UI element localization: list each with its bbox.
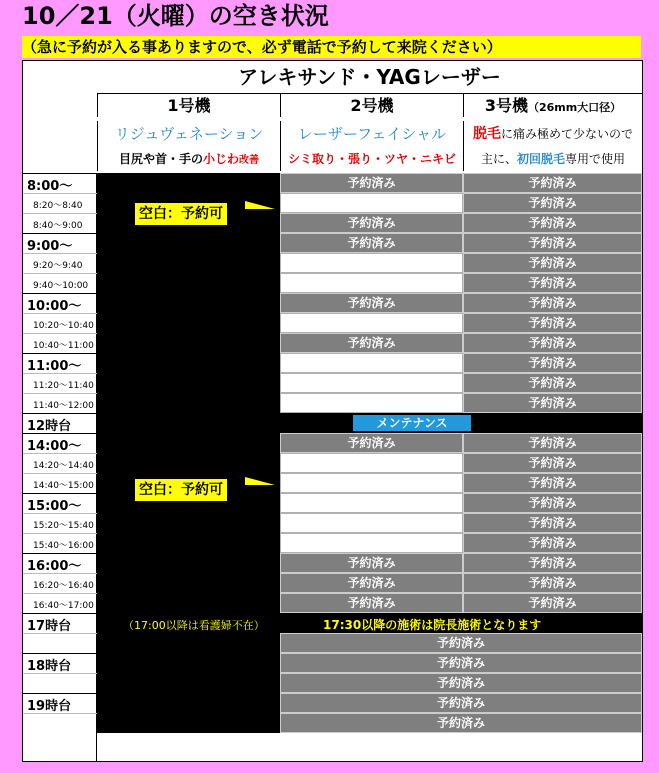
booked-slot: 予約済み [463,313,642,333]
time-row-line [23,233,97,234]
hair-removal-label: 脱毛 [472,126,501,142]
time-row-line [23,213,97,214]
booked-slot: 予約済み [280,653,642,673]
booked-slot: 予約済み [280,693,642,713]
time-row-line [23,473,97,474]
call-notice: （急に予約が入る事ありますので、必ず電話で予約して来院ください） [22,36,641,58]
booked-slot: 予約済み [280,333,463,353]
time-row-line [23,693,97,694]
booked-slot: 予約済み [463,193,642,213]
time-row-line [23,453,97,454]
booked-slot: 予約済み [463,253,642,273]
machine-1-closed-eve [97,633,280,653]
time-label: 10:00～ [27,299,82,314]
booked-slot: 予約済み [463,213,642,233]
time-row-line [23,593,97,594]
nurse-note: （17:00以降は看護婦不在） [123,619,265,632]
time-label: 16:40～17:00 [33,601,94,611]
machine-1-closed-eve [97,673,280,693]
maintenance-badge: メンテナンス [353,415,471,431]
booked-slot: 予約済み [280,673,642,693]
time-label: 16:00～ [27,559,82,574]
laser-name: アレキサンド・YAGレーザー [238,65,501,89]
callout-pointer [245,477,275,485]
time-row-line [23,533,97,534]
open-slot [280,453,463,473]
booked-slot: 予約済み [463,173,642,193]
time-label: 14:40～15:00 [33,481,94,491]
machine-1-closed-eve [97,693,280,713]
time-row-line [23,393,97,394]
time-label: 15:40～16:00 [33,541,94,551]
machine-1-closed-eve [97,653,280,673]
time-label: 9:20～9:40 [33,261,83,271]
time-row-line [23,293,97,294]
open-slot [280,513,463,533]
machine-3-note: （26mm大口径） [527,101,622,114]
open-slot [280,313,463,333]
booked-slot: 予約済み [463,373,642,393]
time-row-line [23,313,97,314]
time-label: 12時台 [27,419,72,434]
time-row-line [23,493,97,494]
machine-1-desc-b: 小じわ [203,152,240,166]
time-label: 16:20～16:40 [33,581,94,591]
time-label: 17時台 [27,619,72,634]
booked-slot: 予約済み [463,593,642,613]
time-label: 15:20～15:40 [33,521,94,531]
time-row-line [23,713,97,714]
schedule-sheet [22,60,643,762]
available-callout: 空白：予約可 [135,203,227,225]
machine-1-closed-eve [97,713,280,733]
time-label: 8:40～9:00 [33,221,83,231]
open-slot [280,273,463,293]
booked-slot: 予約済み [280,553,463,573]
booked-slot: 予約済み [463,233,642,253]
callout-pointer [245,201,275,209]
booked-slot: 予約済み [463,533,642,553]
machine-2-menu: レーザーフェイシャル [280,121,463,147]
open-slot [280,193,463,213]
time-label: 15:00～ [27,499,82,514]
open-slot [280,533,463,553]
time-label: 19時台 [27,699,72,714]
open-slot [280,253,463,273]
machine-2-header: 2号機 [280,93,463,117]
time-row-line [23,173,97,174]
time-label: 10:20～10:40 [33,321,94,331]
booked-slot: 予約済み [280,633,642,653]
time-label: 9:00～ [27,239,73,254]
time-row-line [23,273,97,274]
booked-slot: 予約済み [463,353,642,373]
time-row-line [23,353,97,354]
page-title: 10／21（火曜）の空き状況 [22,2,329,30]
time-row-line [23,673,97,674]
time-label: 14:20～14:40 [33,461,94,471]
booked-slot: 予約済み [280,593,463,613]
booked-slot: 予約済み [463,333,642,353]
open-slot [280,473,463,493]
time-label: 9:40～10:00 [33,281,89,291]
time-row-line [23,413,97,414]
time-row-line [23,613,97,614]
machine-1-menu: リジュヴェネーション [97,121,280,147]
machine-3-desc [463,147,642,171]
booked-slot: 予約済み [280,233,463,253]
time-row-line [23,433,97,434]
open-slot [280,393,463,413]
time-label: 11:40～12:00 [33,401,94,411]
booked-slot: 予約済み [280,713,642,733]
time-label: 10:40～11:00 [33,341,94,351]
machine-3-label: 3号機 [484,96,528,115]
booked-slot: 予約済み [463,513,642,533]
time-label: 18時台 [27,659,72,674]
booked-slot: 予約済み [463,553,642,573]
machine-3-desc-d: 初回脱毛 [516,152,565,166]
booked-slot: 予約済み [463,433,642,453]
machine-3-desc-e: 専用で使用 [565,152,626,166]
time-label: 14:00～ [27,439,82,454]
booked-slot: 予約済み [463,293,642,313]
booked-slot: 予約済み [463,273,642,293]
time-row-line [23,573,97,574]
machine-1-header: 1号機 [97,93,280,117]
booked-slot: 予約済み [280,213,463,233]
booked-slot: 予約済み [280,433,463,453]
time-label: 11:20～11:40 [33,381,94,391]
time-row-line [23,373,97,374]
booked-slot: 予約済み [280,173,463,193]
time-row-line [23,653,97,654]
time-row-line [23,553,97,554]
booked-slot: 予約済み [463,493,642,513]
booked-slot: 予約済み [280,293,463,313]
time-row-line [23,513,97,514]
time-row-line [23,333,97,334]
machine-1-desc-a: 目尻や首・手の [118,152,203,166]
machine-1-closed-pm [97,433,280,613]
machine-2-desc: シミ取り・張り・ツヤ・ニキビ [280,147,463,171]
machine-3-menu-text: に痛み極めて少ないので [500,127,633,141]
booked-slot: 予約済み [463,393,642,413]
director-note: 17:30以降の施術は院長施術となります [323,618,542,632]
open-slot [280,353,463,373]
available-callout: 空白：予約可 [135,479,227,501]
time-label: 11:00～ [27,359,82,374]
time-row-line [23,253,97,254]
machine-3-desc-c: 主に、 [480,152,517,166]
machine-1-desc [97,147,280,171]
time-row-line [23,193,97,194]
booked-slot: 予約済み [463,573,642,593]
time-row-line [23,633,97,634]
open-slot [280,493,463,513]
machine-3-menu [463,121,642,147]
booked-slot: 予約済み [463,473,642,493]
booked-slot: 予約済み [280,573,463,593]
open-slot [280,373,463,393]
machine-3-header [463,93,642,117]
booked-slot: 予約済み [463,453,642,473]
machine-1-desc-c: 改善 [239,155,260,166]
time-label: 8:00～ [27,179,73,194]
time-label: 8:20～8:40 [33,201,83,211]
